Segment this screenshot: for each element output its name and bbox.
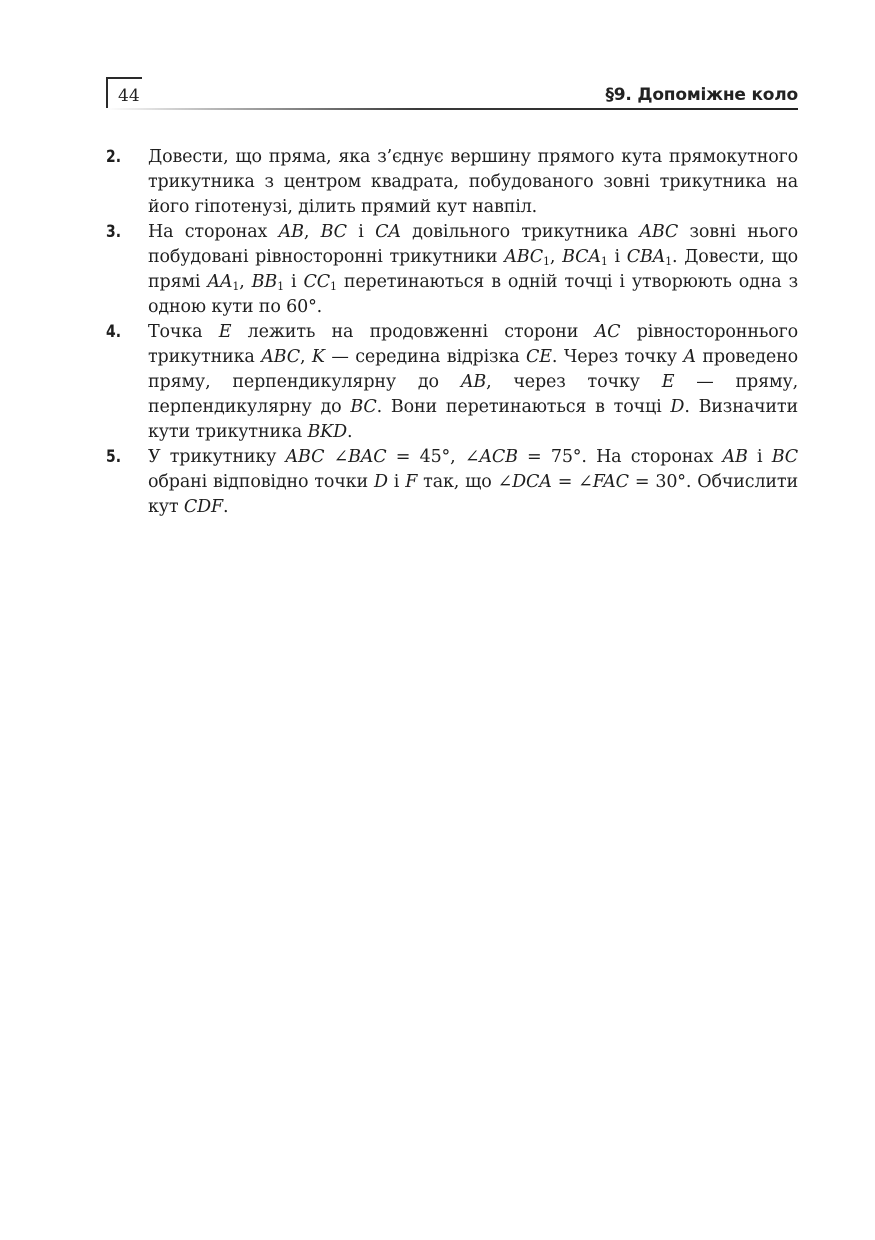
problem-text: Точка E лежить на продовженні сторони AC рівностороннього трикутника ABC, K — середина відрізка CE. Через точку A проведено пряму, перпендикулярну до AB, через точку E — пряму, перпендикулярну до BC. Вони перетинаються в точці D. Визначити кути трикутника BKD. bbox=[148, 322, 799, 442]
page-number: 44 bbox=[118, 86, 140, 106]
page-header bbox=[106, 77, 798, 111]
problem-item bbox=[106, 220, 798, 320]
problem-list bbox=[106, 145, 798, 520]
problem-number: 4. bbox=[106, 322, 122, 342]
problem-text: Довести, що пряма, яка з’єднує вершину прямого кута прямокутного трикутника з центром квадрата, побудованого зовні трикутника на його гіпотенузі, ділить прямий кут навпіл. bbox=[148, 147, 798, 217]
problem-text: У трикутнику ABC ∠BAC = 45°, ∠ACB = 75°. На сторонах AB і BC обрані відповідно точки D і F так, що ∠DCA = ∠FAC = 30°. Обчислити кут CDF. bbox=[148, 447, 798, 517]
problem-text: На сторонах AB, BC і CA довільного трикутника ABC зовні нього побудовані рівносторонні трикутники $ABC_1$, $BCA_1$ і $CBA_1$. Довести, що прямі $AA_1$, $BB_1$ і $CC_1$ перетинаються в одній точці і утворюють одна з одною кути по 60°. bbox=[148, 222, 799, 317]
problem-item bbox=[106, 320, 798, 445]
problem-number: 5. bbox=[106, 447, 122, 467]
page-number-frame bbox=[106, 77, 142, 109]
problem-item bbox=[106, 445, 798, 520]
problem-item bbox=[106, 145, 798, 220]
problem-number: 2. bbox=[106, 147, 122, 167]
header-rule bbox=[106, 108, 798, 110]
problem-number: 3. bbox=[106, 222, 122, 242]
section-title: §9. Допоміжне коло bbox=[605, 85, 798, 105]
